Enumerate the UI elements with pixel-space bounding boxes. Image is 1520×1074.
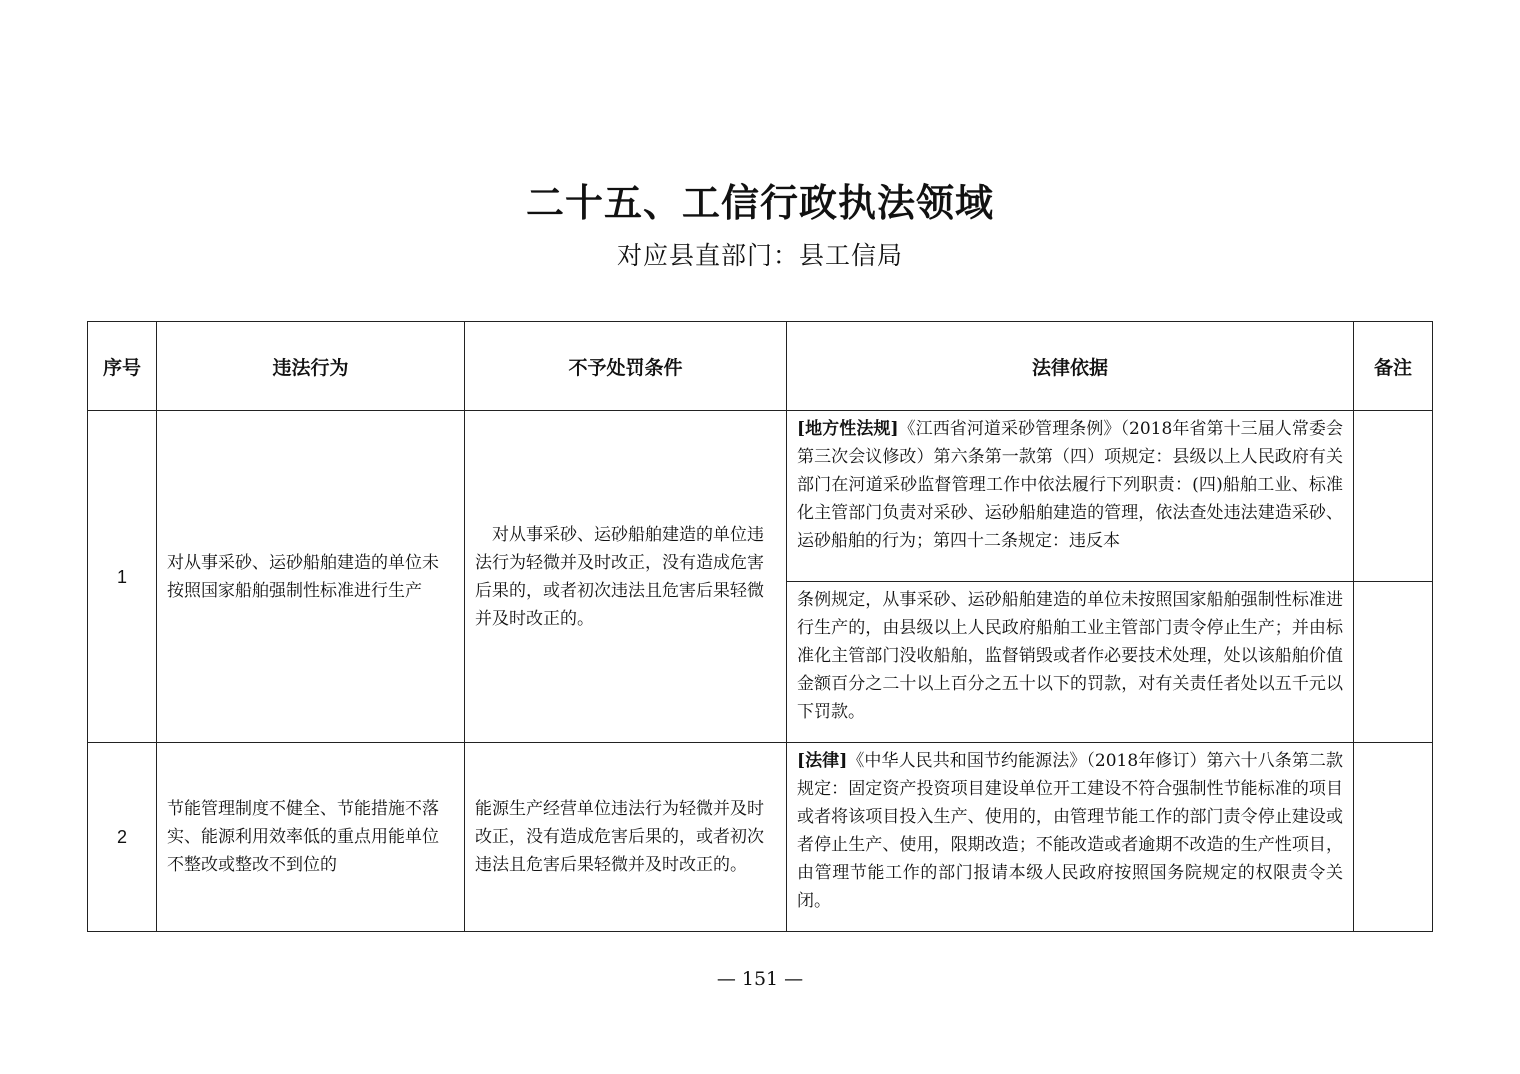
law-type-tag: [法律] [797, 751, 848, 771]
violation-cell: 节能管理制度不健全、节能措施不落实、能源利用效率低的重点用能单位不整改或整改不到位的 [157, 743, 465, 932]
header-remark: 备注 [1354, 322, 1433, 411]
table-header-row [88, 322, 1433, 411]
header-condition: 不予处罚条件 [465, 322, 787, 411]
condition-cell: 能源生产经营单位违法行为轻微并及时改正，没有造成危害后果的，或者初次违法且危害后果轻微并及时改正的。 [465, 743, 787, 932]
enforcement-table [87, 321, 1433, 932]
header-number: 序号 [88, 322, 157, 411]
violation-cell: 对从事采砂、运砂船舶建造的单位未按照国家船舶强制性标准进行生产 [157, 411, 465, 743]
header-legal-basis: 法律依据 [787, 322, 1354, 411]
condition-cell: 对从事采砂、运砂船舶建造的单位违法行为轻微并及时改正，没有造成危害后果的，或者初次违法且危害后果轻微并及时改正的。 [465, 411, 787, 743]
table-row [88, 411, 1433, 582]
row-number: 1 [88, 411, 157, 743]
law-type-tag: [地方性法规] [797, 419, 899, 439]
page-subtitle: 对应县直部门：县工信局 [616, 241, 903, 270]
header-violation: 违法行为 [157, 322, 465, 411]
page-number: — 151 — [716, 968, 804, 990]
legal-basis-text: 《江西省河道采砂管理条例》（2018年省第十三届人常委会第三次会议修改）第六条第一款第（四）项规定：县级以上人民政府有关部门在河道采砂监督管理工作中依法履行下列职责：(四)船舶工业、标准化主管部门负责对采砂、运砂船舶建造的管理，依法查处违法建造采砂、运砂船舶的行为；第四十二条规定：违反本 [797, 419, 1344, 551]
row-number: 2 [88, 743, 157, 932]
remark-cell [1354, 582, 1433, 743]
page-title: 二十五、工信行政执法领域 [525, 181, 994, 225]
legal-basis-text: 《中华人民共和国节约能源法》（2018年修订）第六十八条第二款规定：固定资产投资项目建设单位开工建设不符合强制性节能标准的项目或者将该项目投入生产、使用的，由管理节能工作的部门责令停止建设或者停止生产、使用，限期改造；不能改造或者逾期不改造的生产性项目，由管理节能工作的部门报请本级人民政府按照国务院规定的权限责令关闭。 [797, 751, 1343, 911]
remark-cell [1354, 743, 1433, 932]
legal-basis-cell [787, 743, 1354, 932]
legal-basis-cell: 条例规定，从事采砂、运砂船舶建造的单位未按照国家船舶强制性标准进行生产的，由县级以上人民政府船舶工业主管部门责令停止生产；并由标准化主管部门没收船舶，监督销毁或者作必要技术处理，处以该船舶价值金额百分之二十以上百分之五十以下的罚款，对有关责任者处以五千元以下罚款。 [787, 582, 1354, 743]
table-row [88, 743, 1433, 932]
legal-basis-cell [787, 411, 1354, 582]
remark-cell [1354, 411, 1433, 582]
